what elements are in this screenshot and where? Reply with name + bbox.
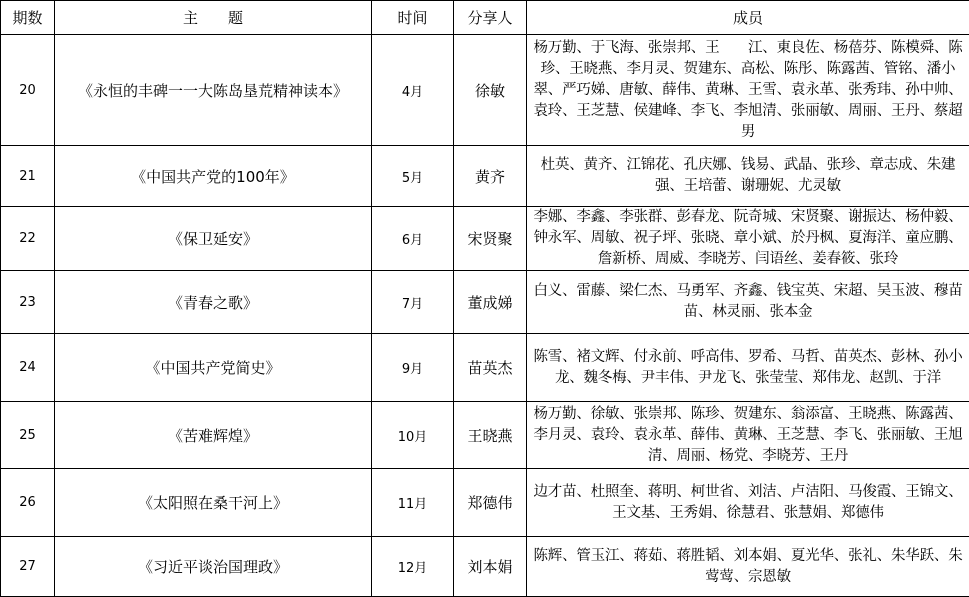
sharer-cell: 黄齐 [454, 146, 527, 207]
time-cell: 4月 [372, 35, 454, 146]
issue-cell: 25 [1, 402, 55, 469]
header-time: 时间 [372, 1, 454, 35]
table-row [1, 35, 969, 146]
table-row [1, 334, 969, 402]
table-row [1, 271, 969, 334]
topic-cell: 《习近平谈治国理政》 [55, 537, 372, 597]
members-cell: 李娜、李鑫、李张群、彭春龙、阮奇城、宋贤聚、谢振达、杨仲毅、钟永军、周敏、祝子坪、张晓、章小斌、於丹枫、夏海洋、童应鹏、詹新桥、周威、李晓芳、闫语丝、姜春筱、张玲 [527, 207, 969, 271]
sharer-cell: 苗英杰 [454, 334, 527, 402]
sharer-cell: 王晓燕 [454, 402, 527, 469]
members-cell: 杨万勤、徐敏、张崇邦、陈珍、贺建东、翁添富、王晓燕、陈露茜、李月灵、袁玲、袁永革、薛伟、黄琳、王芝慧、李飞、张丽敏、王旭清、周丽、杨党、李晓芳、王丹 [527, 402, 969, 469]
issue-cell: 27 [1, 537, 55, 597]
header-members: 成员 [527, 1, 969, 35]
topic-cell: 《保卫延安》 [55, 207, 372, 271]
topic-cell: 《中国共产党的100年》 [55, 146, 372, 207]
members-cell: 陈雪、褚文辉、付永前、呼高伟、罗希、马哲、苗英杰、彭林、孙小龙、魏冬梅、尹丰伟、尹龙飞、张莹莹、郑伟龙、赵凯、于洋 [527, 334, 969, 402]
issue-cell: 23 [1, 271, 55, 334]
members-cell: 陈辉、管玉江、蒋茹、蒋胜韬、刘本娟、夏光华、张礼、朱华跃、朱莺莺、宗恩敏 [527, 537, 969, 597]
table-row [1, 207, 969, 271]
issue-cell: 24 [1, 334, 55, 402]
table-row [1, 537, 969, 597]
table-row [1, 469, 969, 537]
header-topic: 主 题 [55, 1, 372, 35]
time-cell: 7月 [372, 271, 454, 334]
time-cell: 12月 [372, 537, 454, 597]
members-cell: 边才苗、杜照奎、蒋明、柯世省、刘洁、卢洁阳、马俊霞、王锦文、王文基、王秀娟、徐慧君、张慧娟、郑德伟 [527, 469, 969, 537]
time-cell: 9月 [372, 334, 454, 402]
issue-cell: 26 [1, 469, 55, 537]
members-cell: 白义、雷藤、梁仁杰、马勇军、齐鑫、钱宝英、宋超、吴玉波、穆苗苗、林灵丽、张本金 [527, 271, 969, 334]
topic-cell: 《苦难辉煌》 [55, 402, 372, 469]
issue-cell: 20 [1, 35, 55, 146]
table-row [1, 146, 969, 207]
time-cell: 5月 [372, 146, 454, 207]
sharer-cell: 宋贤聚 [454, 207, 527, 271]
time-cell: 10月 [372, 402, 454, 469]
members-cell: 杨万勤、于飞海、张崇邦、王 江、東良佐、杨蓓芬、陈模舜、陈珍、王晓燕、李月灵、贺建东、高松、陈彤、陈露茜、管铭、潘小翠、严巧娣、唐敏、薛伟、黄琳、王雪、袁永革、张秀玮、孙中帅、袁玲、王芝慧、侯建峰、李飞、李旭清、张丽敏、周丽、王丹、蔡超男 [527, 35, 969, 146]
time-cell: 6月 [372, 207, 454, 271]
table-row [1, 402, 969, 469]
topic-cell: 《中国共产党简史》 [55, 334, 372, 402]
issue-cell: 21 [1, 146, 55, 207]
topic-cell: 《太阳照在桑干河上》 [55, 469, 372, 537]
topic-cell: 《青春之歌》 [55, 271, 372, 334]
issue-cell: 22 [1, 207, 55, 271]
topic-cell: 《永恒的丰碑一一大陈岛垦荒精神读本》 [55, 35, 372, 146]
header-row [1, 1, 969, 35]
sharer-cell: 徐敏 [454, 35, 527, 146]
sharer-cell: 郑德伟 [454, 469, 527, 537]
sharer-cell: 刘本娟 [454, 537, 527, 597]
sharer-cell: 董成娣 [454, 271, 527, 334]
header-issue: 期数 [1, 1, 55, 35]
time-cell: 11月 [372, 469, 454, 537]
header-sharer: 分享人 [454, 1, 527, 35]
members-cell: 杜英、黄齐、江锦花、孔庆娜、钱易、武晶、张珍、章志成、朱建强、王培蕾、谢珊妮、尤灵敏 [527, 146, 969, 207]
